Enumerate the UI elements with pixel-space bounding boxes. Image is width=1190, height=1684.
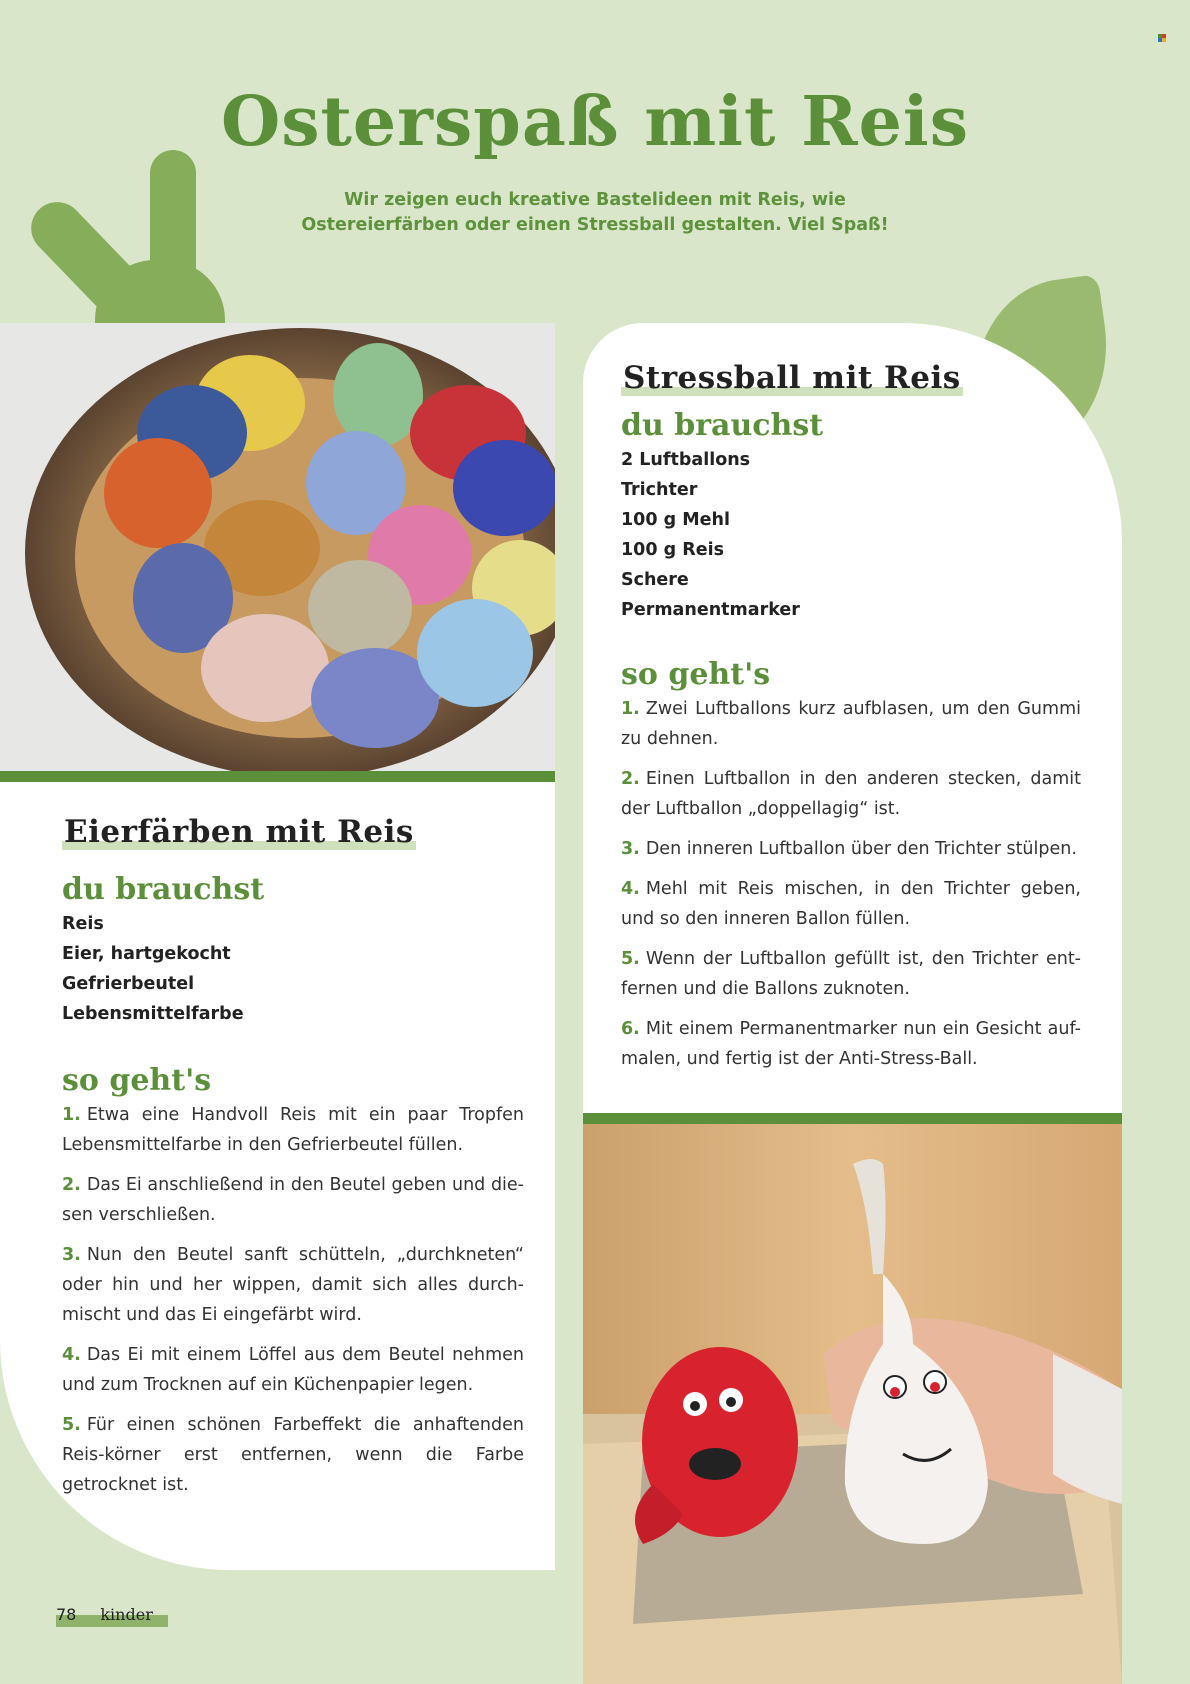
step-text: Zwei Luftballons kurz aufblasen, um den Gummi zu dehnen. (621, 699, 1081, 749)
step-text: Für einen schönen Farbeffekt die anhaftenden Reis-körner erst entfernen, wenn die Farbe getrocknet ist. (62, 1415, 524, 1495)
list-item: Eier, hartgekocht (62, 944, 231, 964)
step-text: Den inneren Luftballon über den Trichter stülpen. (645, 839, 1077, 859)
egg-dye-content (62, 814, 524, 1510)
stressball-content (621, 360, 1081, 1084)
photo-accent-bar (0, 771, 555, 782)
step-text: Das Ei anschließend in den Beutel geben und die-sen verschließen. (62, 1175, 524, 1225)
stressball-photo (583, 1124, 1122, 1684)
steps-list (621, 694, 1081, 1074)
list-item (621, 1014, 1081, 1074)
color-mark-icon (1158, 34, 1166, 42)
needs-heading: du brauchst (62, 872, 265, 907)
step-number: 3. (621, 839, 640, 859)
list-item: Lebensmittelfarbe (62, 1004, 244, 1024)
step-number: 4. (62, 1345, 81, 1365)
step-text: Mehl mit Reis mischen, in den Trichter geben, und so den inneren Ballon füllen. (621, 879, 1081, 929)
step-text: Nun den Beutel sanft schütteln, „durchkneten“ oder hin und her wippen, damit sich alles durch-mischt und das Ei eingefärbt wird. (62, 1245, 524, 1325)
step-number: 1. (62, 1105, 81, 1125)
step-number: 2. (62, 1175, 81, 1195)
step-number: 3. (62, 1245, 81, 1265)
step-text: Einen Luftballon in den anderen stecken, damit der Luftballon „doppellagig“ ist. (621, 769, 1081, 819)
photo-accent-bar (583, 1113, 1122, 1124)
step-number: 4. (621, 879, 640, 899)
list-item (621, 764, 1081, 824)
step-number: 6. (621, 1019, 640, 1039)
step-number: 2. (621, 769, 640, 789)
steps-list (62, 1100, 524, 1500)
step-number: 5. (621, 949, 640, 969)
list-item (621, 834, 1081, 864)
steps-heading: so geht's (621, 657, 771, 692)
steps-heading: so geht's (62, 1063, 212, 1098)
step-text: Das Ei mit einem Löffel aus dem Beutel nehmen und zum Trocknen auf ein Küchenpapier legen. (62, 1345, 524, 1395)
needs-list (62, 909, 524, 1029)
list-item: 2 Luftballons (621, 450, 751, 470)
list-item: 100 g Mehl (621, 510, 730, 530)
list-item (62, 1240, 524, 1330)
step-text: Wenn der Luftballon gefüllt ist, den Trichter ent-fernen und die Ballons zuknoten. (621, 949, 1081, 999)
page-subtitle: Wir zeigen euch kreative Bastelideen mit Reis, wie Ostereierfärben oder einen Stressball gestalten. Viel Spaß! (301, 190, 889, 235)
needs-list (621, 445, 1081, 625)
easter-eggs-photo (0, 323, 555, 771)
list-item: Permanentmarker (621, 600, 800, 620)
list-item (62, 1100, 524, 1160)
step-text: Mit einem Permanentmarker nun ein Gesicht auf-malen, und fertig ist der Anti-Stress-Ball. (621, 1019, 1081, 1069)
list-item: Schere (621, 570, 689, 590)
list-item: 100 g Reis (621, 540, 725, 560)
page-title: Osterspaß mit Reis (220, 82, 969, 162)
list-item (621, 694, 1081, 754)
list-item: Gefrierbeutel (62, 974, 195, 994)
step-number: 1. (621, 699, 640, 719)
page-footer (56, 1603, 177, 1625)
magazine-name: kinder (100, 1604, 153, 1624)
list-item: Trichter (621, 480, 698, 500)
list-item (62, 1340, 524, 1400)
list-item (621, 944, 1081, 1004)
list-item (62, 1410, 524, 1500)
list-item (621, 874, 1081, 934)
step-text: Etwa eine Handvoll Reis mit ein paar Tropfen Lebensmittelfarbe in den Gefrierbeutel füllen. (62, 1105, 524, 1155)
list-item (62, 1170, 524, 1230)
needs-heading: du brauchst (621, 408, 824, 443)
page-number: 78 (56, 1604, 77, 1624)
step-number: 5. (62, 1415, 81, 1435)
section-title: Eierfärben mit Reis (64, 814, 414, 850)
section-title: Stressball mit Reis (623, 360, 961, 396)
list-item: Reis (62, 914, 104, 934)
